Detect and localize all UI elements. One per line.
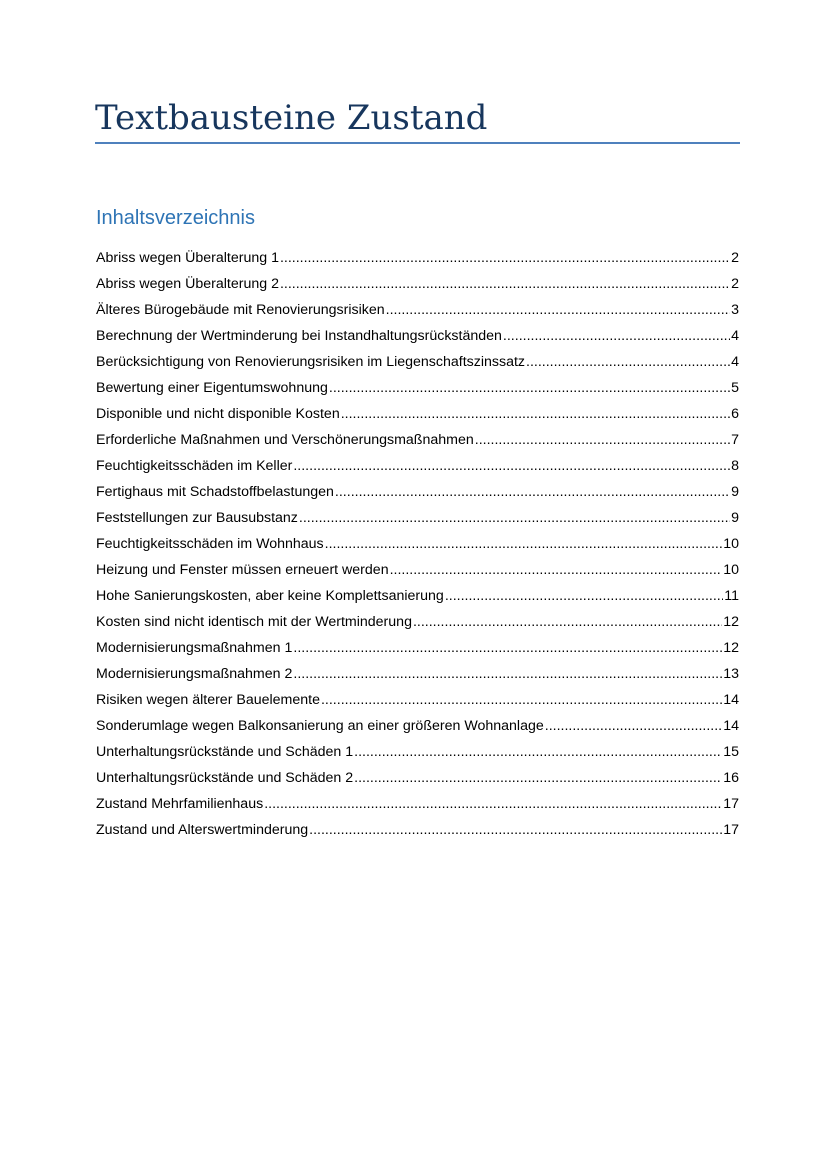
toc-page-number: 15	[723, 744, 739, 760]
toc-entry[interactable]	[96, 453, 739, 479]
toc-dot-leader	[329, 375, 730, 401]
title-rule	[95, 142, 740, 144]
toc-list	[96, 245, 739, 843]
toc-dot-leader	[386, 297, 730, 323]
toc-dot-leader	[475, 427, 730, 453]
toc-page-number: 17	[723, 822, 739, 838]
toc-entry[interactable]	[96, 609, 739, 635]
toc-dot-leader	[280, 245, 730, 271]
toc-entry-text: Unterhaltungsrückstände und Schäden 2	[96, 770, 354, 786]
toc-dot-leader	[309, 817, 722, 843]
toc-entry[interactable]	[96, 271, 739, 297]
page-title: Textbausteine Zustand	[95, 98, 488, 138]
toc-page-number: 14	[723, 718, 739, 734]
toc-entry[interactable]	[96, 713, 739, 739]
toc-dot-leader	[335, 479, 730, 505]
toc-page-number: 9	[731, 484, 739, 500]
toc-entry[interactable]	[96, 739, 739, 765]
toc-entry-text: Berechnung der Wertminderung bei Instandhaltungsrückständen	[96, 328, 502, 344]
toc-entry-text: Abriss wegen Überalterung 1	[96, 250, 279, 266]
toc-entry[interactable]	[96, 635, 739, 661]
toc-entry-text: Modernisierungsmaßnahmen 2	[96, 666, 293, 682]
toc-dot-leader	[321, 687, 722, 713]
toc-page-number: 7	[731, 432, 739, 448]
toc-entry[interactable]	[96, 297, 739, 323]
toc-dot-leader	[390, 557, 723, 583]
toc-dot-leader	[299, 505, 730, 531]
toc-entry[interactable]	[96, 375, 739, 401]
toc-dot-leader	[325, 531, 723, 557]
toc-entry-text: Modernisierungsmaßnahmen 1	[96, 640, 293, 656]
toc-entry-text: Feststellungen zur Bausubstanz	[96, 510, 298, 526]
toc-entry-text: Bewertung einer Eigentumswohnung	[96, 380, 328, 396]
toc-page-number: 16	[723, 770, 739, 786]
toc-entry-text: Älteres Bürogebäude mit Renovierungsrisiken	[96, 302, 385, 318]
toc-entry[interactable]	[96, 479, 739, 505]
toc-entry-text: Risiken wegen älterer Bauelemente	[96, 692, 320, 708]
toc-page-number: 12	[723, 614, 739, 630]
toc-dot-leader	[545, 713, 722, 739]
toc-page-number: 17	[723, 796, 739, 812]
toc-page-number: 12	[723, 640, 739, 656]
toc-page-number: 10	[723, 536, 739, 552]
toc-dot-leader	[293, 661, 722, 687]
toc-dot-leader	[503, 323, 730, 349]
toc-dot-leader	[354, 739, 722, 765]
toc-entry[interactable]	[96, 531, 739, 557]
toc-entry[interactable]	[96, 427, 739, 453]
toc-page-number: 5	[731, 380, 739, 396]
toc-entry-text: Disponible und nicht disponible Kosten	[96, 406, 340, 422]
toc-entry[interactable]	[96, 401, 739, 427]
toc-dot-leader	[526, 349, 730, 375]
toc-page-number: 3	[731, 302, 739, 318]
toc-dot-leader	[293, 453, 730, 479]
toc-entry[interactable]	[96, 583, 739, 609]
toc-entry-text: Heizung und Fenster müssen erneuert werden	[96, 562, 389, 578]
toc-entry-text: Zustand Mehrfamilienhaus	[96, 796, 264, 812]
toc-entry[interactable]	[96, 323, 739, 349]
toc-page-number: 4	[731, 328, 739, 344]
toc-entry[interactable]	[96, 349, 739, 375]
toc-entry[interactable]	[96, 687, 739, 713]
toc-entry[interactable]	[96, 791, 739, 817]
toc-page-number: 13	[723, 666, 739, 682]
toc-entry[interactable]	[96, 557, 739, 583]
toc-dot-leader	[264, 791, 722, 817]
toc-entry-text: Zustand und Alterswertminderung	[96, 822, 309, 838]
toc-page-number: 14	[723, 692, 739, 708]
toc-entry-text: Kosten sind nicht identisch mit der Wertminderung	[96, 614, 412, 630]
toc-dot-leader	[445, 583, 723, 609]
toc-entry[interactable]	[96, 505, 739, 531]
toc-dot-leader	[413, 609, 722, 635]
toc-entry-text: Hohe Sanierungskosten, aber keine Komplettsanierung	[96, 588, 444, 604]
toc-entry[interactable]	[96, 661, 739, 687]
toc-page-number: 2	[731, 276, 739, 292]
toc-dot-leader	[280, 271, 730, 297]
toc-entry-text: Feuchtigkeitsschäden im Keller	[96, 458, 293, 474]
toc-entry-text: Fertighaus mit Schadstoffbelastungen	[96, 484, 334, 500]
toc-entry[interactable]	[96, 817, 739, 843]
toc-entry[interactable]	[96, 245, 739, 271]
toc-page-number: 10	[723, 562, 739, 578]
toc-entry-text: Abriss wegen Überalterung 2	[96, 276, 279, 292]
toc-page-number: 8	[731, 458, 739, 474]
toc-dot-leader	[354, 765, 722, 791]
toc-page-number: 2	[731, 250, 739, 266]
toc-dot-leader	[293, 635, 722, 661]
toc-entry[interactable]	[96, 765, 739, 791]
toc-page-number: 11	[724, 588, 739, 604]
toc-dot-leader	[341, 401, 730, 427]
toc-page-number: 4	[731, 354, 739, 370]
toc-entry-text: Unterhaltungsrückstände und Schäden 1	[96, 744, 354, 760]
toc-page-number: 6	[731, 406, 739, 422]
toc-entry-text: Erforderliche Maßnahmen und Verschönerungsmaßnahmen	[96, 432, 474, 448]
toc-entry-text: Berücksichtigung von Renovierungsrisiken im Liegenschaftszinssatz	[96, 354, 525, 370]
toc-heading: Inhaltsverzeichnis	[96, 207, 255, 229]
toc-entry-text: Sonderumlage wegen Balkonsanierung an einer größeren Wohnanlage	[96, 718, 544, 734]
toc-page-number: 9	[731, 510, 739, 526]
toc-entry-text: Feuchtigkeitsschäden im Wohnhaus	[96, 536, 324, 552]
